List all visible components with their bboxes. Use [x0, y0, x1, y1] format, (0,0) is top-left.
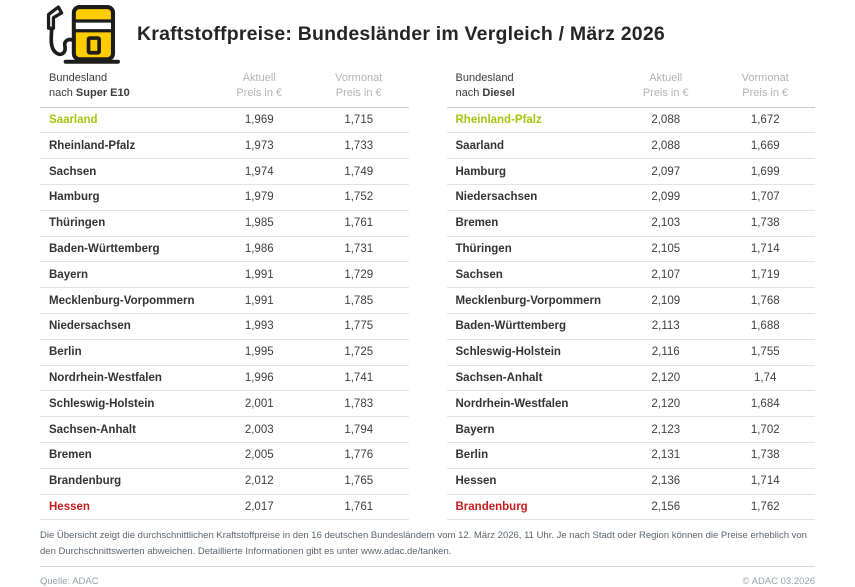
state-name: Thüringen: [49, 217, 106, 230]
state-name: Schleswig-Holstein: [49, 397, 155, 410]
previous-month-price: 1,729: [344, 268, 374, 281]
table-row: [447, 288, 816, 314]
table-header: [40, 71, 409, 108]
state-name: Rheinland-Pfalz: [49, 139, 136, 152]
fuel-pump-icon: [40, 3, 124, 65]
state-name: Bremen: [455, 217, 499, 230]
current-price: 2,088: [651, 139, 681, 152]
current-price: 2,109: [651, 294, 681, 307]
table-row: [40, 237, 409, 263]
table-row: [40, 391, 409, 417]
column-header-bundesland: Bundesland nach Super E10: [49, 72, 130, 99]
current-price: 1,979: [244, 191, 274, 204]
footer-divider: [40, 566, 815, 567]
previous-month-price: 1,684: [750, 397, 780, 410]
state-name: Hessen: [455, 475, 497, 488]
previous-month-price: 1,749: [344, 165, 374, 178]
table-super-e10: [40, 71, 409, 520]
previous-month-price: 1,699: [750, 165, 780, 178]
previous-month-price: 1,752: [344, 191, 374, 204]
table-body: [40, 108, 409, 521]
previous-month-price: 1,776: [344, 449, 374, 462]
copyright-label: © ADAC 03.2026: [742, 575, 815, 587]
state-name: Brandenburg: [455, 501, 528, 514]
table-row: [447, 340, 816, 366]
table-row: [40, 262, 409, 288]
table-row: [447, 237, 816, 263]
state-name: Thüringen: [455, 243, 512, 256]
current-price: 2,099: [651, 191, 681, 204]
table-row: [40, 133, 409, 159]
state-name: Mecklenburg-Vorpommern: [455, 294, 601, 307]
previous-month-price: 1,761: [344, 217, 374, 230]
previous-month-price: 1,702: [750, 423, 780, 436]
previous-month-price: 1,74: [754, 372, 777, 385]
tables-container: [40, 71, 815, 520]
table-row: [447, 133, 816, 159]
table-row: [40, 495, 409, 521]
current-price: 1,973: [244, 139, 274, 152]
current-price: 1,996: [244, 372, 274, 385]
current-price: 2,017: [244, 501, 274, 514]
previous-month-price: 1,785: [344, 294, 374, 307]
table-row: [40, 340, 409, 366]
table-row: [447, 469, 816, 495]
column-header-bundesland: Bundesland nach Diesel: [455, 72, 515, 99]
table-row: [447, 108, 816, 134]
state-name: Baden-Württemberg: [455, 320, 567, 333]
previous-month-price: 1,794: [344, 423, 374, 436]
previous-month-price: 1,714: [750, 475, 780, 488]
previous-month-price: 1,669: [750, 139, 780, 152]
state-name: Bayern: [455, 423, 495, 436]
previous-month-price: 1,762: [750, 501, 780, 514]
state-name: Brandenburg: [49, 475, 122, 488]
previous-month-price: 1,761: [344, 501, 374, 514]
state-name: Mecklenburg-Vorpommern: [49, 294, 195, 307]
current-price: 2,156: [651, 501, 681, 514]
table-row: [447, 443, 816, 469]
source-label: Quelle: ADAC: [40, 575, 99, 587]
state-name: Nordrhein-Westfalen: [455, 397, 569, 410]
table-header: [447, 71, 816, 108]
previous-month-price: 1,738: [750, 449, 780, 462]
current-price: 1,986: [244, 243, 274, 256]
state-name: Hamburg: [455, 165, 506, 178]
state-name: Baden-Württemberg: [49, 243, 160, 256]
state-name: Berlin: [455, 449, 489, 462]
previous-month-price: 1,741: [344, 372, 374, 385]
table-row: [447, 211, 816, 237]
table-body: [447, 108, 816, 521]
table-row: [40, 108, 409, 134]
column-header-aktuell: Aktuell Preis in €: [236, 72, 283, 99]
state-name: Saarland: [49, 114, 98, 127]
previous-month-price: 1,738: [750, 217, 780, 230]
current-price: 2,012: [244, 475, 274, 488]
current-price: 2,107: [651, 268, 681, 281]
column-header-vormonat: Vormonat Preis in €: [335, 72, 383, 99]
table-row: [447, 159, 816, 185]
previous-month-price: 1,714: [750, 243, 780, 256]
table-row: [447, 366, 816, 392]
current-price: 1,991: [244, 268, 274, 281]
table-row: [40, 314, 409, 340]
current-price: 2,001: [244, 397, 274, 410]
previous-month-price: 1,765: [344, 475, 374, 488]
state-name: Nordrhein-Westfalen: [49, 372, 162, 385]
table-row: [447, 314, 816, 340]
table-row: [40, 469, 409, 495]
column-header-vormonat: Vormonat Preis in €: [741, 72, 789, 99]
table-row: [40, 211, 409, 237]
current-price: 2,097: [651, 165, 681, 178]
table-row: [447, 391, 816, 417]
current-price: 2,103: [651, 217, 681, 230]
previous-month-price: 1,707: [750, 191, 780, 204]
table-diesel: [447, 71, 816, 520]
previous-month-price: 1,783: [344, 397, 374, 410]
state-name: Rheinland-Pfalz: [455, 114, 542, 127]
table-row: [40, 366, 409, 392]
previous-month-price: 1,719: [750, 268, 780, 281]
column-header-aktuell: Aktuell Preis in €: [642, 72, 689, 99]
state-name: Berlin: [49, 346, 82, 359]
current-price: 2,123: [651, 423, 681, 436]
table-row: [447, 417, 816, 443]
table-row: [447, 495, 816, 521]
previous-month-price: 1,733: [344, 139, 374, 152]
state-name: Schleswig-Holstein: [455, 346, 561, 359]
state-name: Sachsen-Anhalt: [455, 372, 543, 385]
current-price: 2,120: [651, 397, 681, 410]
current-price: 1,995: [244, 346, 274, 359]
current-price: 2,131: [651, 449, 681, 462]
footnote-text: Die Übersicht zeigt die durchschnittlichen Kraftstoffpreise in den 16 deutschen Bundesländern vom 12. März 2026, 11 Uhr. Je nach Stadt oder Region können die Preise erheblich von den Durchschnittswerten abweichen. Detaillierte Informationen gibt es unter www.adac.de/tanken.: [40, 530, 807, 557]
previous-month-price: 1,715: [344, 114, 374, 127]
current-price: 1,991: [244, 294, 274, 307]
page-title: Kraftstoffpreise: Bundesländer im Vergleich / März 2026: [137, 22, 665, 45]
current-price: 2,003: [244, 423, 274, 436]
state-name: Hessen: [49, 501, 90, 514]
current-price: 2,105: [651, 243, 681, 256]
previous-month-price: 1,731: [344, 243, 374, 256]
table-row: [40, 417, 409, 443]
current-price: 2,116: [651, 346, 680, 359]
current-price: 2,136: [651, 475, 681, 488]
previous-month-price: 1,725: [344, 346, 374, 359]
previous-month-price: 1,672: [750, 114, 780, 127]
table-row: [40, 159, 409, 185]
header: [40, 0, 815, 66]
current-price: 1,993: [244, 320, 274, 333]
table-row: [447, 185, 816, 211]
table-row: [40, 185, 409, 211]
previous-month-price: 1,688: [750, 320, 780, 333]
table-row: [447, 262, 816, 288]
previous-month-price: 1,775: [344, 320, 374, 333]
state-name: Hamburg: [49, 191, 100, 204]
table-row: [40, 288, 409, 314]
state-name: Sachsen-Anhalt: [49, 423, 136, 436]
current-price: 1,969: [244, 114, 274, 127]
state-name: Saarland: [455, 139, 505, 152]
state-name: Bremen: [49, 449, 92, 462]
current-price: 1,974: [244, 165, 274, 178]
state-name: Niedersachsen: [49, 320, 131, 333]
current-price: 2,088: [651, 114, 681, 127]
current-price: 2,120: [651, 372, 681, 385]
footer: [40, 576, 815, 587]
state-name: Sachsen: [455, 268, 503, 281]
previous-month-price: 1,768: [750, 294, 780, 307]
current-price: 2,005: [244, 449, 274, 462]
state-name: Bayern: [49, 268, 88, 281]
current-price: 2,113: [651, 320, 680, 333]
state-name: Niedersachsen: [455, 191, 538, 204]
previous-month-price: 1,755: [750, 346, 780, 359]
current-price: 1,985: [244, 217, 274, 230]
table-row: [40, 443, 409, 469]
state-name: Sachsen: [49, 165, 97, 178]
